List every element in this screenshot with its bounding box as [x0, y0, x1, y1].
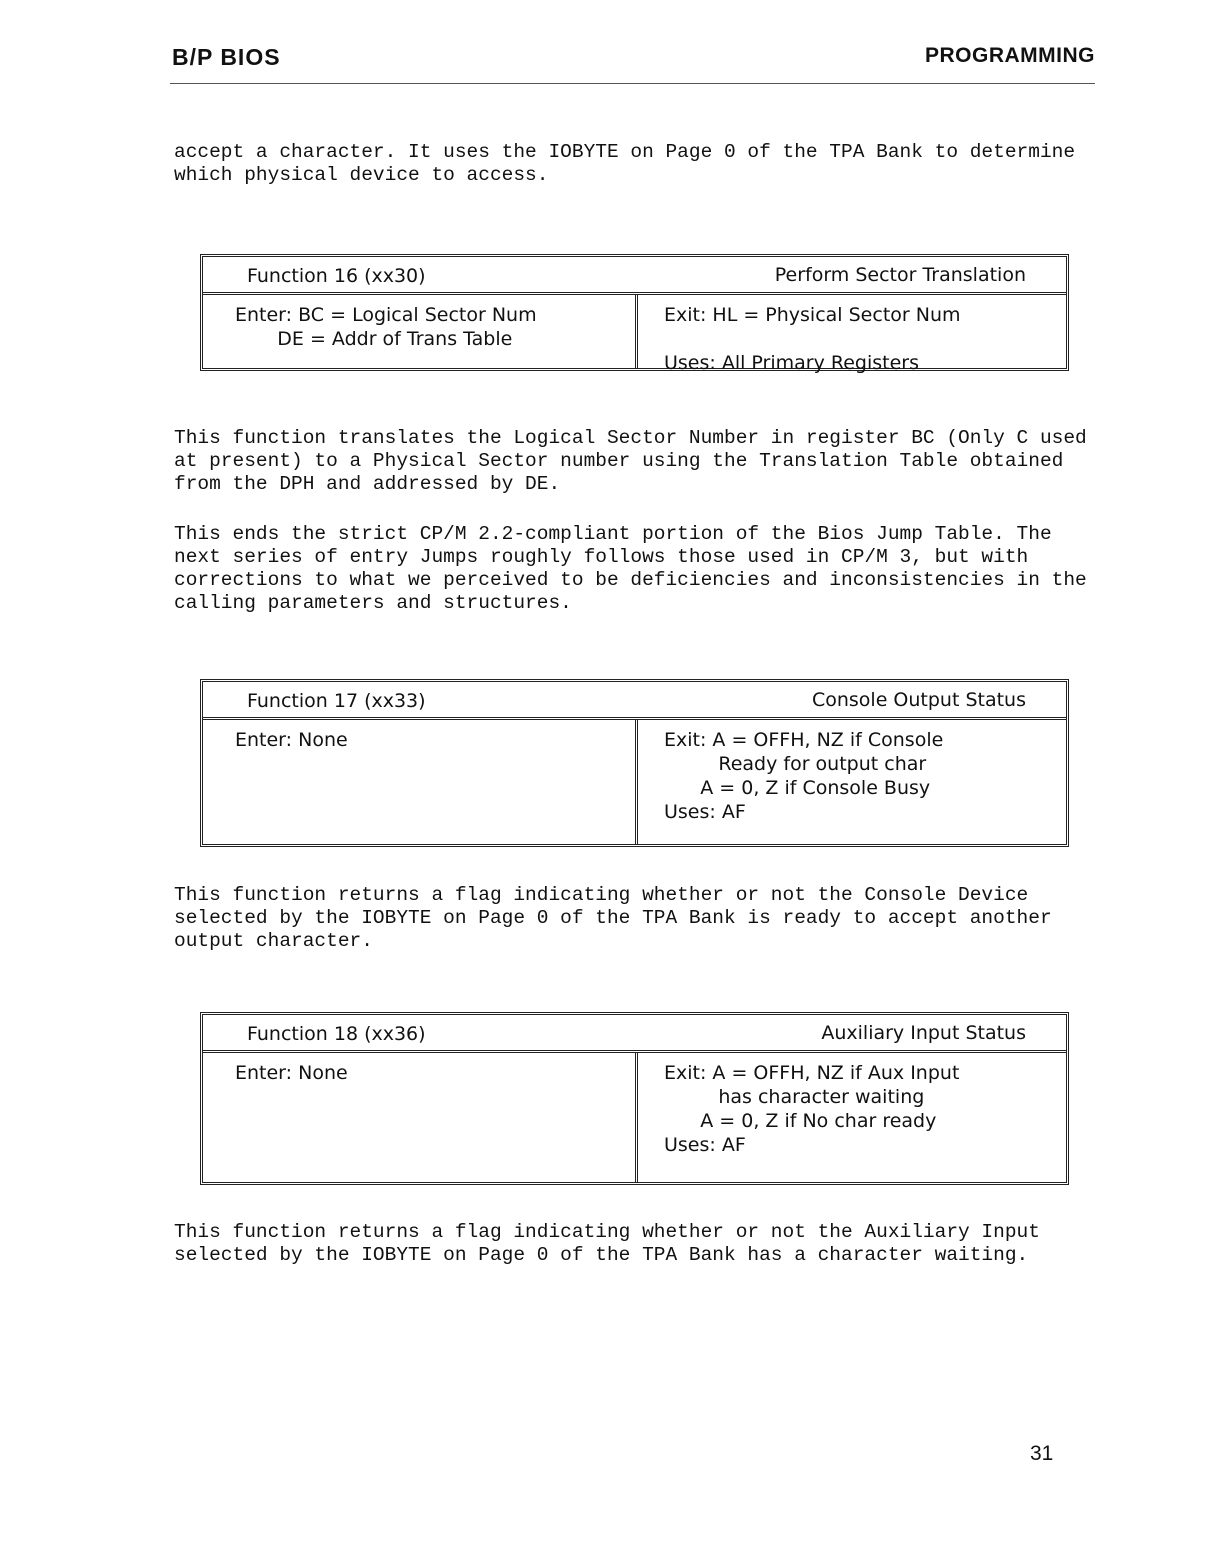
function-17-body	[203, 720, 1066, 844]
function-17-box	[200, 679, 1069, 847]
enter-line: DE = Addr of Trans Table	[235, 328, 513, 350]
running-header-left: B/P BIOS	[172, 44, 281, 70]
function-16-description: This function translates the Logical Sector Number in register BC (Only C used at present) to a Physical Sector number using the Translation Table obtained from the DPH and addressed by DE.	[174, 427, 1099, 495]
function-17-header	[203, 682, 1066, 720]
running-header-right: PROGRAMMING	[925, 44, 1095, 67]
function-18-title: Function 18 (xx36)	[247, 1023, 426, 1045]
function-16-header	[203, 257, 1066, 295]
page-number: 31	[1030, 1442, 1054, 1465]
exit-line: A = 0, Z if Console Busy	[664, 777, 931, 799]
function-16-enter	[203, 295, 638, 368]
function-16-box	[200, 254, 1069, 374]
exit-line: Exit: HL = Physical Sector Num	[664, 304, 961, 326]
enter-line: Enter: None	[235, 729, 348, 751]
function-18-exit	[638, 1053, 1066, 1182]
function-17-exit	[638, 720, 1066, 844]
function-17-description: This function returns a flag indicating whether or not the Console Device selected by the IOBYTE on Page 0 of the TPA Bank is ready to accept another output character.	[174, 884, 1064, 952]
function-18-enter	[203, 1053, 638, 1182]
function-18-description: This function returns a flag indicating whether or not the Auxiliary Input selected by the IOBYTE on Page 0 of the TPA Bank has a character waiting.	[174, 1221, 1052, 1266]
function-17-title: Function 17 (xx33)	[247, 690, 426, 712]
function-18-header	[203, 1015, 1066, 1053]
function-18-body	[203, 1053, 1066, 1182]
exit-line: Exit: A = OFFH, NZ if Console	[664, 729, 944, 751]
exit-line: Uses: AF	[664, 1134, 746, 1156]
function-18-box	[200, 1012, 1069, 1185]
exit-line	[664, 327, 1066, 351]
exit-line: Ready for output char	[664, 753, 927, 775]
jump-table-note: This ends the strict CP/M 2.2-compliant portion of the Bios Jump Table. The next series of entry Jumps roughly follows those used in CP/M 3, but with corrections to what we perceived to be deficiencies and inconsistencies in the calling parameters and structures.	[174, 523, 1099, 614]
header-rule	[170, 83, 1095, 84]
enter-line: Enter: None	[235, 1062, 348, 1084]
function-16-title: Function 16 (xx30)	[247, 265, 426, 287]
exit-line: Exit: A = OFFH, NZ if Aux Input	[664, 1062, 960, 1084]
function-16-exit	[638, 295, 1066, 374]
function-16-body	[203, 295, 1066, 374]
enter-line: Enter: BC = Logical Sector Num	[235, 304, 537, 326]
function-16-purpose: Perform Sector Translation	[774, 264, 1026, 286]
function-17-enter	[203, 720, 638, 844]
exit-line: Uses: AF	[664, 801, 746, 823]
exit-line: has character waiting	[664, 1086, 925, 1108]
exit-line: Uses: All Primary Registers	[664, 352, 920, 374]
intro-paragraph: accept a character. It uses the IOBYTE on Page 0 of the TPA Bank to determine which physical device to access.	[174, 141, 1087, 186]
exit-line: A = 0, Z if No char ready	[664, 1110, 937, 1132]
function-18-purpose: Auxiliary Input Status	[821, 1022, 1026, 1044]
function-17-purpose: Console Output Status	[811, 689, 1026, 711]
